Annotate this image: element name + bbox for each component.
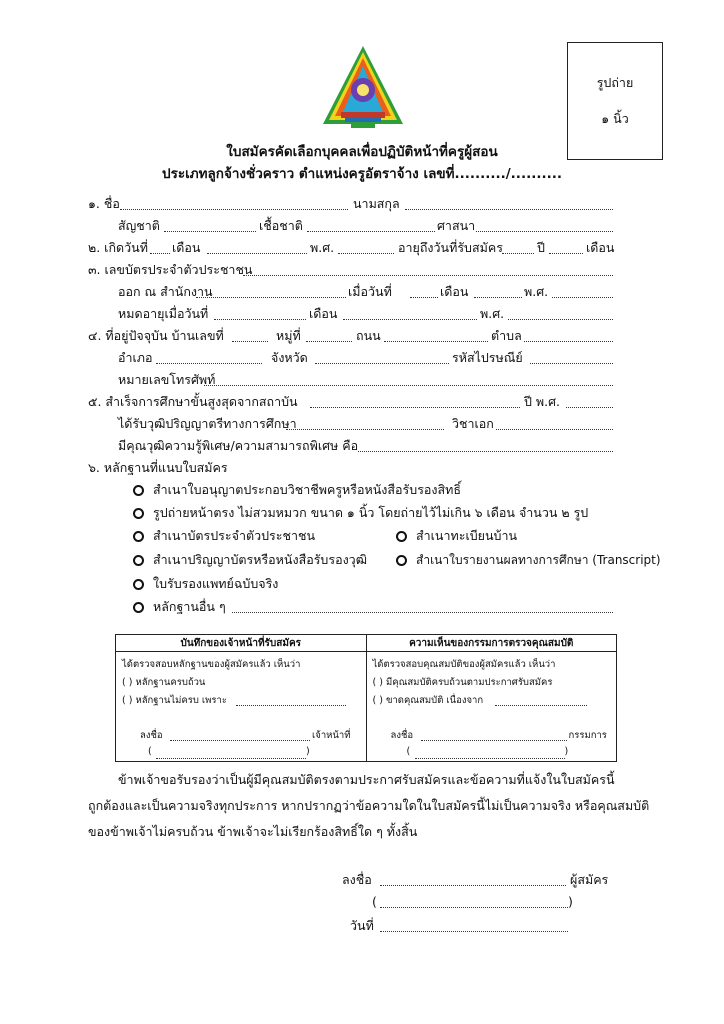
other-docs-field[interactable]: [232, 612, 613, 613]
checkbox-id-card-icon[interactable]: [133, 531, 144, 542]
birth-day-field[interactable]: [150, 253, 170, 254]
check-item-photo: รูปถ่ายหน้าตรง ไม่สวมหมวก ขนาด ๑ นิ้ว โดยถ่ายไว้ไม่เกิน ๖ เดือน จำนวน ๒ รูป: [153, 505, 589, 520]
officer-incomplete-option[interactable]: ( ) หลักฐานไม่ครบ เพราะ: [122, 695, 227, 706]
label-expire-year: พ.ศ.: [480, 306, 505, 321]
committee-paren-open: (: [406, 746, 411, 757]
label-road: ถนน: [356, 328, 381, 343]
committee-paren-close: ): [564, 746, 569, 757]
label-issued-at: ออก ณ สำนักงาน: [118, 284, 213, 299]
label-education: ๕. สำเร็จการศึกษาขั้นสูงสุดจากสถาบัน: [88, 394, 298, 409]
check-item-degree: สำเนาปริญญาบัตรหรือหนังสือรับรองวุฒิ: [153, 552, 367, 567]
checkbox-license-icon[interactable]: [133, 485, 144, 496]
applicant-date-label: วันที่: [350, 918, 374, 933]
checkbox-medical-icon[interactable]: [133, 579, 144, 590]
degree-field[interactable]: [286, 429, 444, 430]
house-number-field[interactable]: [232, 341, 268, 342]
surname-field[interactable]: [405, 209, 613, 210]
amphoe-field[interactable]: [156, 363, 262, 364]
committee-role: กรรมการ: [568, 730, 607, 741]
expire-year-field[interactable]: [508, 319, 613, 320]
check-item-other: หลักฐานอื่น ๆ: [153, 599, 226, 614]
birth-year-field[interactable]: [338, 253, 394, 254]
school-emblem-icon: [321, 44, 405, 130]
committee-name-field[interactable]: [415, 758, 565, 759]
label-age-years: ปี: [537, 240, 545, 255]
race-field[interactable]: [307, 231, 435, 232]
age-months-field[interactable]: [549, 253, 583, 254]
issued-year-field[interactable]: [552, 297, 613, 298]
declaration-line-3: ของข้าพเจ้าไม่ครบถ้วน ข้าพเจ้าจะไม่เรียกร้องสิทธิ์ใด ๆ ทั้งสิ้น: [88, 824, 418, 839]
form-title: ใบสมัครคัดเลือกบุคคลเพื่อปฏิบัติหน้าที่ครูผู้สอน: [226, 144, 498, 160]
label-attachments: ๖. หลักฐานที่แนบใบสมัคร: [88, 460, 228, 475]
committee-check-text: ได้ตรวจสอบคุณสมบัติของผู้สมัครแล้ว เห็นว่า: [372, 659, 556, 670]
committee-header: ความเห็นของกรรมการตรวจคุณสมบัติ: [366, 635, 617, 652]
label-expire-month: เดือน: [309, 306, 338, 321]
officer-reason-field[interactable]: [236, 705, 346, 706]
committee-sign-label: ลงชื่อ: [390, 730, 414, 741]
label-moo: หมู่ที่: [276, 328, 301, 343]
road-field[interactable]: [384, 341, 488, 342]
officer-cell: [116, 652, 367, 762]
checkbox-degree-icon[interactable]: [133, 555, 144, 566]
label-name: ๑. ชื่อ: [88, 196, 120, 211]
label-issued-month: เดือน: [440, 284, 469, 299]
officer-header: บันทึกของเจ้าหน้าที่รับสมัคร: [116, 635, 367, 652]
issued-month-field[interactable]: [474, 297, 522, 298]
province-field[interactable]: [315, 363, 449, 364]
applicant-sign-label: ลงชื่อ: [342, 872, 372, 887]
check-item-license: สำเนาใบอนุญาตประกอบวิชาชีพครูหรือหนังสือรับรองสิทธิ์: [153, 482, 462, 497]
birth-month-field[interactable]: [207, 253, 307, 254]
label-birthdate: ๒. เกิดวันที่: [88, 240, 148, 255]
label-expire: หมดอายุเมื่อวันที่: [118, 306, 209, 321]
applicant-sign-field[interactable]: [380, 885, 566, 886]
id-card-field[interactable]: [243, 275, 613, 276]
label-province: จังหวัด: [271, 350, 308, 365]
label-nationality: สัญชาติ: [118, 218, 160, 233]
officer-check-text: ได้ตรวจสอบหลักฐานของผู้สมัครแล้ว เห็นว่า: [122, 659, 301, 670]
major-field[interactable]: [496, 429, 613, 430]
label-phone: หมายเลขโทรศัพท์: [118, 372, 216, 387]
committee-cell: [366, 652, 617, 762]
committee-unqualified-option[interactable]: ( ) ขาดคุณสมบัติ เนื่องจาก: [372, 695, 484, 706]
nationality-field[interactable]: [164, 231, 256, 232]
age-years-field[interactable]: [502, 253, 534, 254]
label-birth-month: เดือน: [172, 240, 201, 255]
committee-reason-field[interactable]: [495, 705, 587, 706]
expire-day-field[interactable]: [214, 319, 306, 320]
check-item-transcript: สำเนาใบรายงานผลทางการศึกษา (Transcript): [416, 553, 661, 567]
issued-day-field[interactable]: [410, 297, 438, 298]
applicant-paren-open: (: [372, 894, 377, 909]
declaration-line-2: ถูกต้องและเป็นความจริงทุกประการ หากปรากฏว่าข้อความใดในใบสมัครนี้ไม่เป็นความจริง หรือคุณสมบัติ: [88, 798, 650, 813]
officer-role: เจ้าหน้าที่: [312, 730, 351, 741]
officer-review-table: [115, 634, 617, 762]
label-postcode: รหัสไปรษณีย์: [452, 350, 523, 365]
officer-sign-label: ลงชื่อ: [140, 730, 163, 741]
institution-field[interactable]: [310, 407, 520, 408]
committee-qualified-option[interactable]: ( ) มีคุณสมบัติครบถ้วนตามประกาศรับสมัคร: [372, 677, 553, 688]
officer-sign-field[interactable]: [170, 740, 310, 741]
label-religion: ศาสนา: [437, 218, 476, 233]
label-issued-year: พ.ศ.: [524, 284, 549, 299]
label-amphoe: อำเภอ: [118, 350, 153, 365]
moo-field[interactable]: [306, 341, 352, 342]
checkbox-transcript-icon[interactable]: [396, 555, 407, 566]
label-major: วิชาเอก: [452, 416, 494, 431]
declaration-line-1: ข้าพเจ้าขอรับรองว่าเป็นผู้มีคุณสมบัติตรงตามประกาศรับสมัครและข้อความที่แจ้งในใบสมัครนี้: [118, 772, 615, 787]
grad-year-field[interactable]: [566, 407, 613, 408]
photo-label: รูปถ่าย: [596, 75, 634, 90]
check-item-house-reg: สำเนาทะเบียนบ้าน: [416, 528, 518, 543]
label-surname: นามสกุล: [353, 196, 400, 211]
label-age-months: เดือน: [586, 240, 615, 255]
applicant-name-field[interactable]: [380, 907, 568, 908]
postcode-field[interactable]: [530, 363, 613, 364]
officer-complete-option[interactable]: ( ) หลักฐานครบถ้วน: [122, 677, 206, 688]
phone-field[interactable]: [204, 385, 613, 386]
issued-at-field[interactable]: [196, 297, 346, 298]
label-age: อายุถึงวันที่รับสมัคร: [398, 240, 503, 255]
religion-field[interactable]: [476, 231, 613, 232]
label-tambon: ตำบล: [491, 328, 522, 343]
label-birth-year: พ.ศ.: [310, 240, 335, 255]
label-grad-year: ปี พ.ศ.: [524, 394, 561, 409]
applicant-paren-close: ): [568, 894, 573, 909]
label-degree: ได้รับวุฒิปริญญาตรีทางการศึกษา: [118, 416, 297, 431]
photo-size: ๑ นิ้ว: [601, 111, 629, 126]
check-item-id-card: สำเนาบัตรประจำตัวประชาชน: [153, 528, 315, 543]
special-skill-field[interactable]: [358, 451, 613, 452]
checkbox-house-reg-icon[interactable]: [396, 531, 407, 542]
officer-paren-close: ): [306, 746, 310, 757]
form-subtitle: ประเภทลูกจ้างชั่วคราว ตำแหน่งครูอัตราจ้าง เลขที่........../..........: [162, 166, 562, 182]
label-race: เชื้อชาติ: [259, 218, 303, 233]
officer-paren-open: (: [148, 746, 152, 757]
checkbox-photo-icon[interactable]: [133, 508, 144, 519]
officer-name-field[interactable]: [156, 758, 306, 759]
label-special-skill: มีคุณวุฒิความรู้พิเศษ/ความสามารถพิเศษ คือ: [118, 438, 359, 453]
check-item-medical: ใบรับรองแพทย์ฉบับจริง: [153, 576, 279, 591]
tambon-field[interactable]: [524, 341, 613, 342]
label-id-card: ๓. เลขบัตรประจำตัวประชาชน: [88, 262, 253, 277]
name-field[interactable]: [120, 209, 348, 210]
label-issued-date: เมื่อวันที่: [348, 284, 392, 299]
label-address: ๔. ที่อยู่ปัจจุบัน บ้านเลขที่: [88, 328, 224, 343]
checkbox-other-icon[interactable]: [133, 602, 144, 613]
applicant-date-field[interactable]: [380, 931, 568, 932]
expire-month-field[interactable]: [343, 319, 477, 320]
applicant-role: ผู้สมัคร: [570, 872, 609, 887]
committee-sign-field[interactable]: [421, 740, 567, 741]
